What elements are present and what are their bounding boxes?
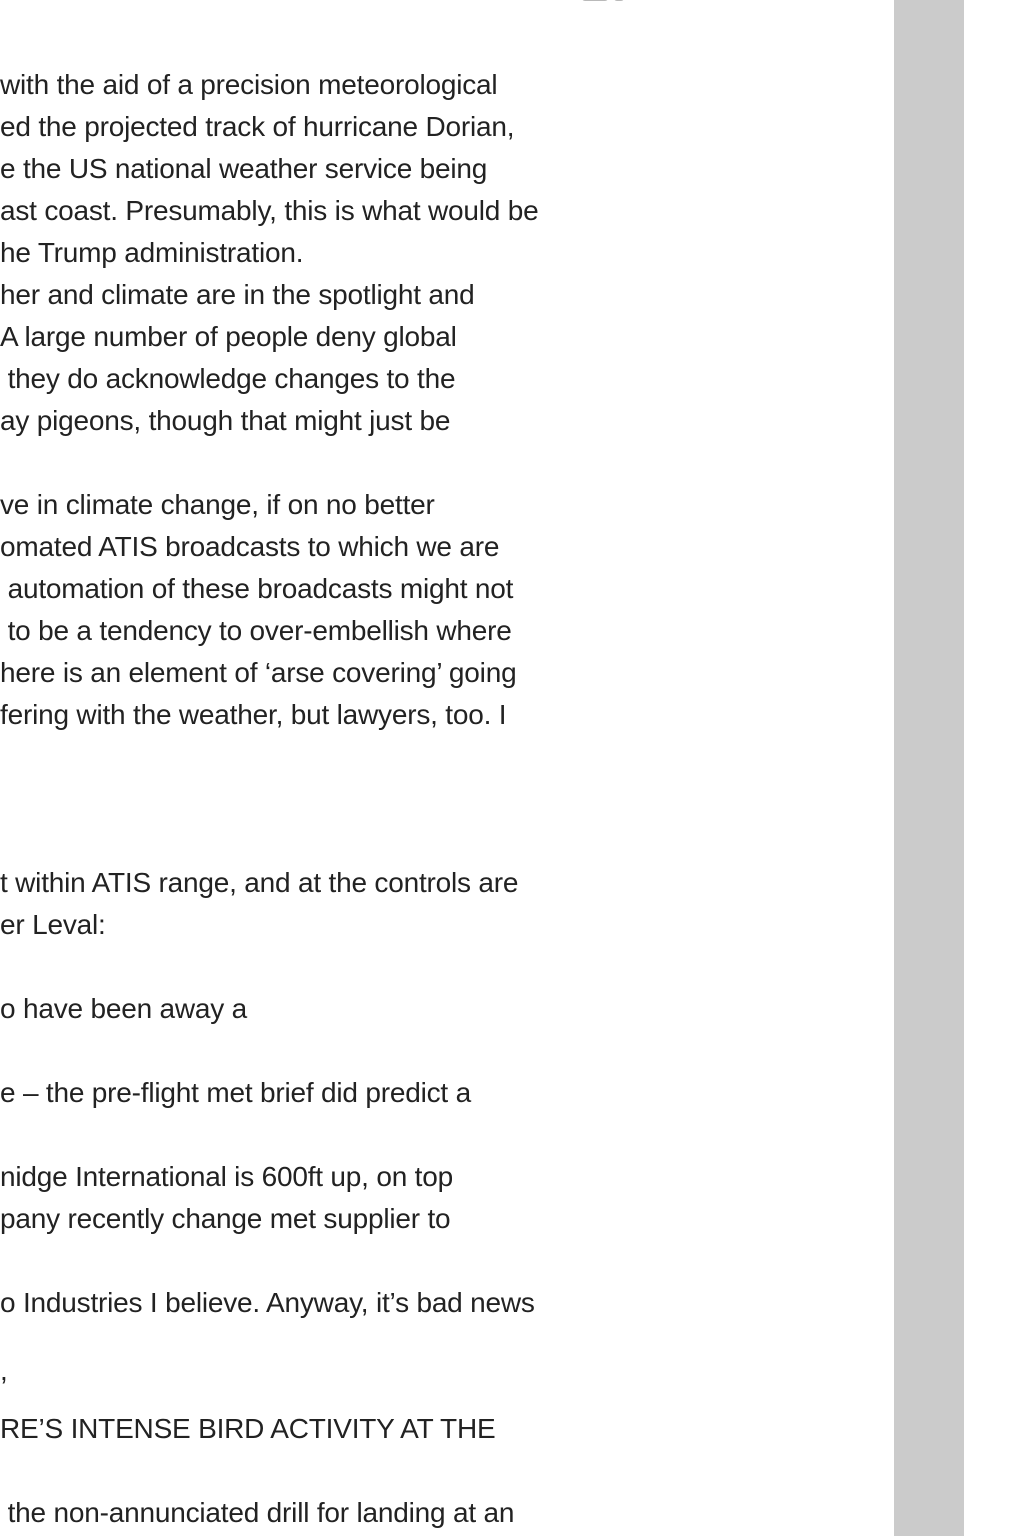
body-text-line: A large number of people deny global	[0, 321, 457, 352]
body-text-line: t within ATIS range, and at the controls are	[0, 867, 519, 898]
body-text-line: automation of these broadcasts might not	[0, 573, 514, 604]
body-text-line: they do acknowledge changes to the	[0, 363, 456, 394]
body-text-line: fering with the weather, but lawyers, too. I	[0, 699, 507, 730]
body-text-line: RE’S INTENSE BIRD ACTIVITY AT THE	[0, 1413, 496, 1444]
body-text-line: er Leval:	[0, 909, 106, 940]
body-text-line: ay pigeons, though that might just be	[0, 405, 451, 436]
body-text-line: e the US national weather service being	[0, 153, 488, 184]
body-text-line: ,	[0, 1355, 8, 1386]
body-text-line: e – the pre-flight met brief did predict a	[0, 1077, 471, 1108]
body-text-line: o Industries I believe. Anyway, it’s bad news	[0, 1287, 535, 1318]
body-text-line: here is an element of ‘arse covering’ going	[0, 657, 517, 688]
page-gutter	[894, 0, 964, 1536]
body-text-line: he Trump administration.	[0, 237, 304, 268]
body-text-line: with the aid of a precision meteorological	[0, 69, 498, 100]
body-text-line: pany recently change met supplier to	[0, 1203, 451, 1234]
body-text-line: ast coast. Presumably, this is what would be	[0, 195, 539, 226]
body-text-line: the non-annunciated drill for landing at an	[0, 1497, 515, 1528]
body-text-line: to be a tendency to over-embellish where	[0, 615, 512, 646]
body-text-line: o have been away a	[0, 993, 248, 1024]
body-text-line: her and climate are in the spotlight and	[0, 279, 475, 310]
body-text-line: nidge International is 600ft up, on top	[0, 1161, 453, 1192]
page-number-fragment	[582, 0, 642, 4]
body-text-line: ve in climate change, if on no better	[0, 489, 435, 520]
body-text-line: ed the projected track of hurricane Dorian,	[0, 111, 515, 142]
body-text-line: omated ATIS broadcasts to which we are	[0, 531, 500, 562]
